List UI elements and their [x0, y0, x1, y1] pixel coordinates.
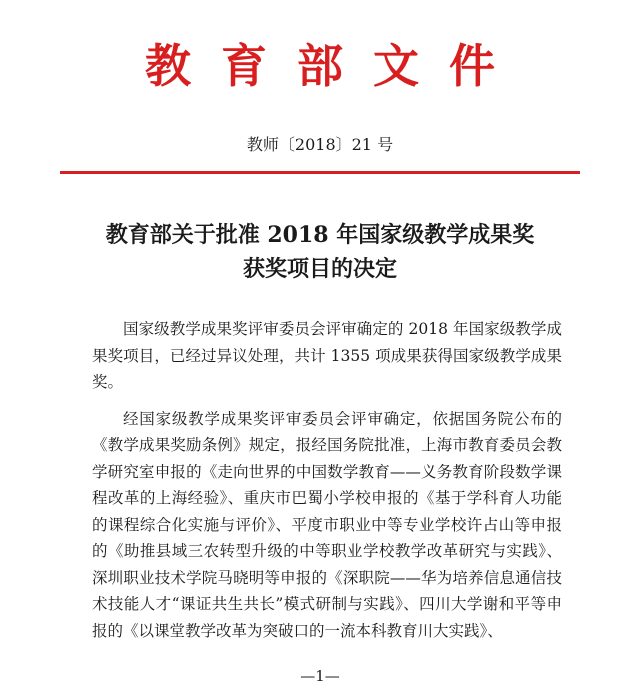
red-divider-line — [60, 171, 580, 174]
document-masthead: 教育部文件 — [145, 39, 525, 93]
document-body — [92, 316, 562, 654]
body-paragraph-1: 国家级教学成果奖评审委员会评审确定的 2018 年国家级教学成果奖项目，已经过异议处理，共计 1355 项成果获得国家级教学成果奖。 — [92, 320, 562, 391]
title-line-2: 获奖项目的决定 — [242, 256, 397, 282]
title-line-1: 教育部关于批准 2018 年国家级教学成果奖 — [105, 222, 535, 248]
document-number: 教师〔2018〕21 号 — [246, 135, 394, 154]
document-title — [40, 218, 600, 286]
page-number: —1— — [300, 667, 340, 685]
body-paragraph-2: 经国家级教学成果奖评审委员会评审确定，依据国务院公布的《教学成果奖励条例》规定，报经国务院批准，上海市教育委员会教学研究室申报的《走向世界的中国数学教育——义务教育阶段数学课程改革的上海经验》、重庆市巴蜀小学校申报的《基于学科育人功能的课程综合化实施与评价》、平度市职业中等专业学校许占山等申报的《助推县域三农转型升级的中等职业学校教学改革研究与实践》、深圳职业技术学院马晓明等申报的《深职院——华为培养信息通信技术技能人才“课证共生共长”模式研制与实践》、四川大学谢和平等申报的《以课堂教学改革为突破口的一流本科教育川大实践》、 — [92, 409, 562, 640]
